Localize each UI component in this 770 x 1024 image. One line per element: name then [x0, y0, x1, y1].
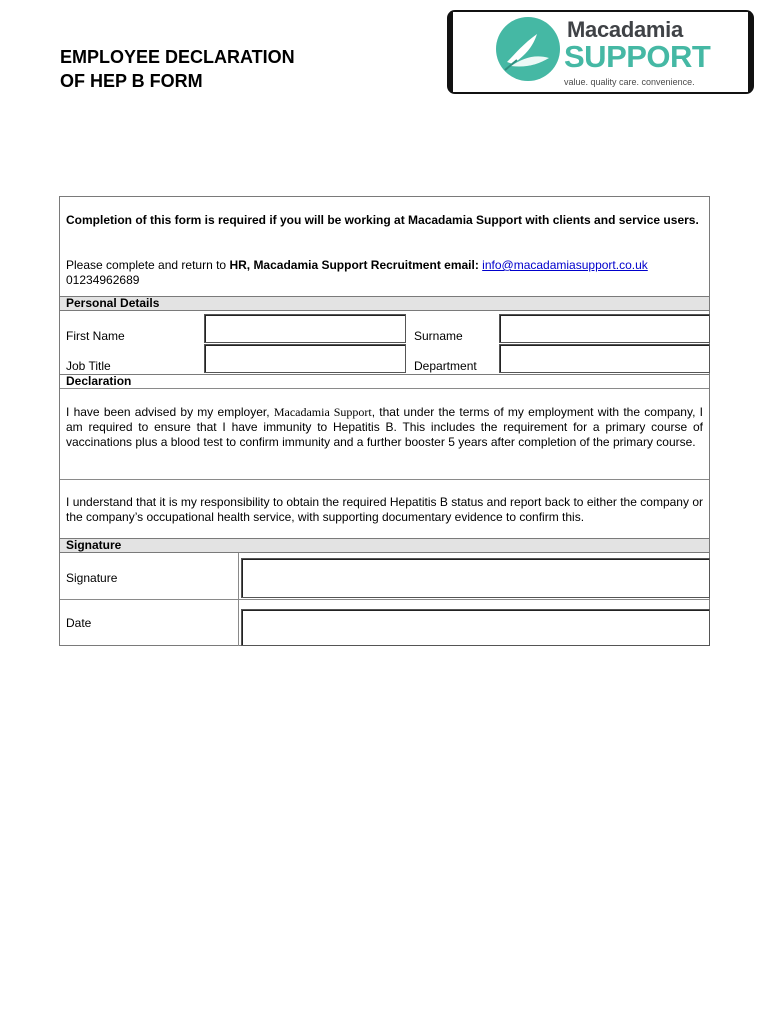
- declaration-heading: Declaration: [66, 374, 132, 388]
- first-name-label: First Name: [66, 329, 125, 343]
- first-name-field[interactable]: [204, 314, 406, 343]
- declaration-divider: [60, 479, 709, 480]
- logo-tagline: value. quality care. convenience.: [564, 77, 695, 87]
- logo-wordmark-top: Macadamia: [567, 17, 683, 42]
- hep-b-form: [59, 196, 710, 646]
- company-logo: [447, 10, 754, 94]
- macadamia-leaf-icon: [493, 14, 563, 84]
- title-line-2: OF HEP B FORM: [60, 71, 203, 91]
- surname-field[interactable]: [499, 314, 710, 343]
- intro-requirement-text: Completion of this form is required if you will be working at Macadamia Support with clients and service users.: [66, 213, 699, 227]
- signature-field[interactable]: [241, 558, 710, 598]
- intro-return-text: [66, 258, 701, 288]
- signature-section-header: [60, 538, 709, 553]
- signature-row-divider: [60, 599, 709, 600]
- department-field[interactable]: [499, 344, 710, 373]
- return-bold: HR, Macadamia Support Recruitment email:: [229, 258, 483, 272]
- date-field[interactable]: [241, 609, 710, 646]
- phone-number: 01234962689: [66, 273, 140, 287]
- signature-label: Signature: [66, 571, 118, 585]
- surname-label: Surname: [414, 329, 463, 343]
- email-link[interactable]: info@macadamiasupport.co.uk: [482, 258, 648, 272]
- signature-heading: Signature: [66, 538, 122, 552]
- declaration-p1-company: Macadamia Support: [273, 405, 372, 419]
- job-title-field[interactable]: [204, 344, 406, 373]
- declaration-p1-start: I have been advised by my employer,: [66, 405, 274, 419]
- date-label: Date: [66, 616, 92, 630]
- page-title: [60, 45, 295, 93]
- department-label: Department: [414, 359, 477, 373]
- title-line-1: EMPLOYEE DECLARATION: [60, 47, 295, 67]
- return-prefix: Please complete and return to: [66, 258, 230, 272]
- declaration-paragraph-2: I understand that it is my responsibility to obtain the required Hepatitis B status and report back to either the company or the company’s occupational health service, with supporting documentary evidence to confirm this.: [66, 495, 703, 524]
- declaration-header: [60, 374, 709, 389]
- personal-details-header: [60, 296, 709, 311]
- declaration-paragraph-1: [66, 405, 703, 450]
- declaration-p1-rest: , that under the terms of my employment with the company, I am required to ensure that I have immunity to Hepatitis B. This includes the requirement for a primary course of vaccinations plus a blood test to confirm immunity and a further booster 5 years after completion of the primary course.: [66, 405, 703, 449]
- personal-details-heading: Personal Details: [66, 296, 160, 310]
- job-title-label: Job Title: [66, 359, 111, 373]
- logo-wordmark-bottom: SUPPORT: [564, 39, 711, 74]
